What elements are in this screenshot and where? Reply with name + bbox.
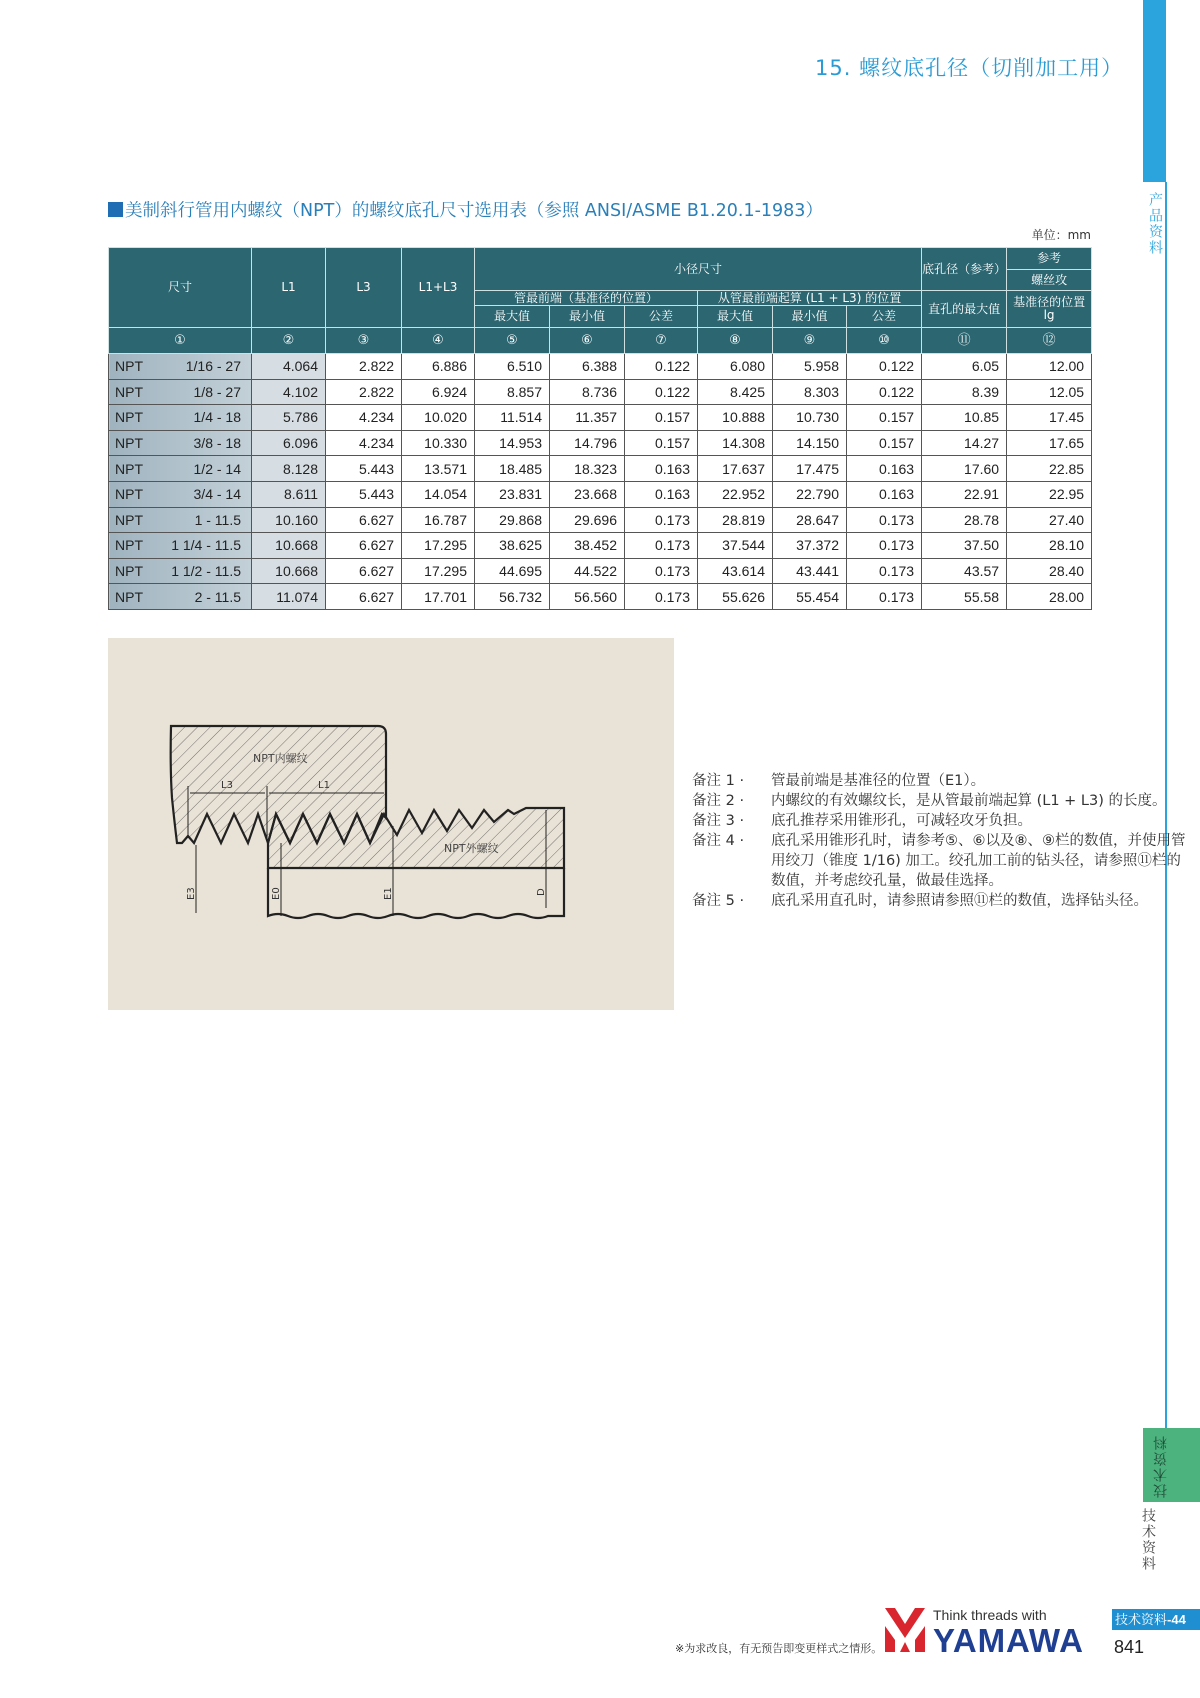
label-e1: E1 (383, 887, 394, 900)
value-cell: 16.787 (402, 507, 475, 533)
value-cell: 43.441 (773, 558, 847, 584)
col-number: ⑤ (475, 328, 550, 354)
value-cell: 14.054 (402, 481, 475, 507)
value-cell: 38.452 (550, 533, 625, 559)
value-cell: 0.157 (847, 405, 922, 431)
section-title-text: 美制斜行管用内螺纹（NPT）的螺纹底孔尺寸选用表（参照 ANSI/ASME B1.20.1-1983） (125, 201, 823, 221)
label-e3: E3 (186, 887, 197, 900)
col-header-min: 最小值 (550, 306, 625, 328)
value-cell: 10.730 (773, 405, 847, 431)
value-cell: 10.668 (252, 533, 326, 559)
side-tab-tech-active[interactable] (1143, 1428, 1200, 1502)
table-row (109, 533, 1092, 559)
note-item (692, 891, 1186, 911)
value-cell: 11.514 (475, 405, 550, 431)
value-cell: 0.173 (847, 533, 922, 559)
page-number: 841 (1114, 1637, 1145, 1657)
value-cell: 6.05 (922, 354, 1007, 380)
size-cell (109, 354, 252, 380)
value-cell: 22.790 (773, 481, 847, 507)
thread-size: 2 - 11.5 (194, 588, 241, 605)
value-cell: 28.647 (773, 507, 847, 533)
col-header-l1: L1 (252, 248, 326, 328)
value-cell: 14.953 (475, 430, 550, 456)
thread-type: NPT (115, 537, 143, 554)
value-cell: 0.173 (847, 558, 922, 584)
value-cell: 8.736 (550, 379, 625, 405)
section-title (108, 197, 823, 222)
size-cell (109, 456, 252, 482)
thread-type: NPT (115, 511, 143, 528)
size-cell (109, 430, 252, 456)
value-cell: 29.696 (550, 507, 625, 533)
value-cell: 29.868 (475, 507, 550, 533)
note-item (692, 831, 1186, 891)
value-cell: 2.822 (326, 379, 402, 405)
col-number: ④ (402, 328, 475, 354)
value-cell: 0.157 (847, 430, 922, 456)
value-cell: 6.096 (252, 430, 326, 456)
col-number: ③ (326, 328, 402, 354)
value-cell: 43.614 (698, 558, 773, 584)
label-l1: L1 (318, 780, 330, 791)
value-cell: 56.560 (550, 584, 625, 610)
value-cell: 44.695 (475, 558, 550, 584)
table-row (109, 430, 1092, 456)
col-number: ⑩ (847, 328, 922, 354)
col-header-ref: 参考 (1007, 248, 1092, 270)
thread-type: NPT (115, 588, 143, 605)
page-title: 15. 螺纹底孔径（切削加工用） (815, 56, 1124, 80)
value-cell: 28.10 (1007, 533, 1092, 559)
note-text: 底孔采用锥形孔时，请参考⑤、⑥以及⑧、⑨栏的数值，并使用管用绞刀（锥度 1/16) 加工。绞孔加工前的钻头径，请参照⑪栏的数值，并考虑绞孔量，做最佳选择。 (771, 833, 1186, 889)
value-cell: 38.625 (475, 533, 550, 559)
side-tab-tech[interactable]: 技术资料 (1140, 1508, 1156, 1572)
thread-type: NPT (115, 563, 143, 580)
value-cell: 4.234 (326, 405, 402, 431)
thread-type: NPT (115, 409, 143, 426)
value-cell: 0.122 (847, 354, 922, 380)
value-cell: 10.85 (922, 405, 1007, 431)
value-cell: 0.122 (625, 379, 698, 405)
table-row (109, 354, 1092, 380)
label-d: D (536, 888, 547, 896)
value-cell: 6.627 (326, 533, 402, 559)
value-cell: 17.295 (402, 533, 475, 559)
size-cell (109, 533, 252, 559)
value-cell: 23.831 (475, 481, 550, 507)
thread-type: NPT (115, 486, 143, 503)
value-cell: 17.701 (402, 584, 475, 610)
note-label: 备注 5 · (692, 893, 745, 909)
yamawa-logo (883, 1606, 1088, 1654)
value-cell: 6.924 (402, 379, 475, 405)
label-internal-thread: NPT内螺纹 (253, 752, 308, 765)
col-header-front: 管最前端（基准径的位置） (475, 291, 698, 306)
col-header-hole: 底孔径（参考） (922, 248, 1007, 291)
value-cell: 5.443 (326, 456, 402, 482)
value-cell: 11.074 (252, 584, 326, 610)
value-cell: 0.173 (625, 533, 698, 559)
value-cell: 17.45 (1007, 405, 1092, 431)
col-header-l3: L3 (326, 248, 402, 328)
value-cell: 17.295 (402, 558, 475, 584)
external-thread-shank (268, 868, 564, 918)
size-cell (109, 379, 252, 405)
note-label: 备注 1 · (692, 773, 745, 789)
value-cell: 4.064 (252, 354, 326, 380)
npt-thread-diagram (108, 638, 674, 1010)
value-cell: 14.308 (698, 430, 773, 456)
col-number: ⑪ (922, 328, 1007, 354)
value-cell: 0.173 (625, 584, 698, 610)
square-bullet-icon (108, 202, 123, 217)
value-cell: 27.40 (1007, 507, 1092, 533)
side-tab-tech-label: 技术资料 (1153, 1434, 1169, 1498)
value-cell: 5.958 (773, 354, 847, 380)
value-cell: 0.122 (625, 354, 698, 380)
label-external-thread: NPT外螺纹 (444, 842, 499, 855)
value-cell: 4.234 (326, 430, 402, 456)
value-cell: 0.163 (625, 481, 698, 507)
thread-size: 1 1/2 - 11.5 (171, 563, 241, 580)
thread-size: 3/4 - 14 (193, 486, 241, 503)
value-cell: 12.00 (1007, 354, 1092, 380)
thread-size: 1/4 - 18 (193, 409, 241, 426)
value-cell: 44.522 (550, 558, 625, 584)
col-number: ⑥ (550, 328, 625, 354)
note-item (692, 811, 1186, 831)
value-cell: 43.57 (922, 558, 1007, 584)
note-text: 管最前端是基准径的位置（E1）。 (771, 773, 986, 789)
col-header-gauge-pos: 基准径的位置 lg (1007, 291, 1092, 328)
col-header-from-front: 从管最前端起算 (L1 + L3) 的位置 (698, 291, 922, 306)
table-row (109, 405, 1092, 431)
value-cell: 11.357 (550, 405, 625, 431)
col-number: ⑫ (1007, 328, 1092, 354)
npt-tap-drill-table (108, 247, 1092, 610)
value-cell: 10.160 (252, 507, 326, 533)
value-cell: 22.952 (698, 481, 773, 507)
note-text: 底孔采用直孔时，请参照请参照⑪栏的数值，选择钻头径。 (771, 893, 1148, 909)
value-cell: 10.668 (252, 558, 326, 584)
value-cell: 14.796 (550, 430, 625, 456)
col-header-tol: 公差 (847, 306, 922, 328)
value-cell: 18.323 (550, 456, 625, 482)
yamawa-mark-icon (885, 1608, 925, 1652)
thread-type: NPT (115, 460, 143, 477)
value-cell: 8.611 (252, 481, 326, 507)
value-cell: 10.330 (402, 430, 475, 456)
value-cell: 17.637 (698, 456, 773, 482)
value-cell: 6.388 (550, 354, 625, 380)
note-item (692, 791, 1186, 811)
value-cell: 22.95 (1007, 481, 1092, 507)
thread-size: 1/16 - 27 (185, 358, 241, 375)
note-label: 备注 3 · (692, 813, 745, 829)
label-e0: E0 (271, 887, 282, 900)
side-bar-accent (1143, 0, 1166, 182)
size-cell (109, 584, 252, 610)
table-row (109, 481, 1092, 507)
table-row (109, 584, 1092, 610)
value-cell: 12.05 (1007, 379, 1092, 405)
col-header-l1l3: L1+L3 (402, 248, 475, 328)
thread-type: NPT (115, 435, 143, 452)
value-cell: 0.163 (625, 456, 698, 482)
value-cell: 14.150 (773, 430, 847, 456)
value-cell: 8.425 (698, 379, 773, 405)
col-header-min: 最小值 (773, 306, 847, 328)
col-header-tol: 公差 (625, 306, 698, 328)
value-cell: 10.020 (402, 405, 475, 431)
size-cell (109, 405, 252, 431)
value-cell: 55.454 (773, 584, 847, 610)
value-cell: 17.65 (1007, 430, 1092, 456)
value-cell: 28.78 (922, 507, 1007, 533)
value-cell: 0.173 (847, 507, 922, 533)
note-text: 内螺纹的有效螺纹长，是从管最前端起算 (L1 + L3) 的长度。 (771, 793, 1167, 809)
thread-size: 1/8 - 27 (193, 383, 241, 400)
value-cell: 6.627 (326, 507, 402, 533)
value-cell: 6.510 (475, 354, 550, 380)
note-item (692, 771, 1186, 791)
thread-diagram-svg (108, 638, 674, 1010)
col-number: ① (109, 328, 252, 354)
size-cell (109, 507, 252, 533)
yamawa-logo-svg (883, 1606, 1088, 1654)
size-cell (109, 481, 252, 507)
value-cell: 6.886 (402, 354, 475, 380)
value-cell: 37.544 (698, 533, 773, 559)
value-cell: 8.857 (475, 379, 550, 405)
table-row (109, 558, 1092, 584)
table-row (109, 379, 1092, 405)
thread-size: 1/2 - 14 (193, 460, 241, 477)
note-label: 备注 2 · (692, 793, 745, 809)
value-cell: 0.157 (625, 430, 698, 456)
value-cell: 0.173 (625, 558, 698, 584)
logo-brand: YAMAWA (933, 1622, 1083, 1654)
value-cell: 22.91 (922, 481, 1007, 507)
value-cell: 37.50 (922, 533, 1007, 559)
disclaimer: ※为求改良，有无预告即变更样式之情形。 (675, 1642, 883, 1655)
note-label: 备注 4 · (692, 833, 745, 849)
col-header-minor: 小径尺寸 (475, 248, 922, 291)
value-cell: 28.00 (1007, 584, 1092, 610)
value-cell: 56.732 (475, 584, 550, 610)
table-row (109, 507, 1092, 533)
value-cell: 8.39 (922, 379, 1007, 405)
value-cell: 5.786 (252, 405, 326, 431)
side-tab-product[interactable]: 产品资料 (1147, 192, 1163, 256)
thread-type: NPT (115, 383, 143, 400)
value-cell: 2.822 (326, 354, 402, 380)
value-cell: 6.627 (326, 584, 402, 610)
logo-tagline: Think threads with (933, 1607, 1047, 1623)
section-tag (1112, 1609, 1200, 1630)
note-text: 底孔推荐采用锥形孔，可减轻攻牙负担。 (771, 813, 1032, 829)
value-cell: 17.60 (922, 456, 1007, 482)
value-cell: 10.888 (698, 405, 773, 431)
value-cell: 55.58 (922, 584, 1007, 610)
thread-size: 1 1/4 - 11.5 (171, 537, 241, 554)
value-cell: 22.85 (1007, 456, 1092, 482)
notes-list (692, 771, 1186, 911)
tag-number: -44 (1167, 1612, 1186, 1627)
col-header-max: 最大值 (698, 306, 773, 328)
value-cell: 0.163 (847, 456, 922, 482)
col-header-straight-max: 直孔的最大值 (922, 291, 1007, 328)
col-number: ⑨ (773, 328, 847, 354)
col-number: ⑦ (625, 328, 698, 354)
value-cell: 55.626 (698, 584, 773, 610)
col-number: ⑧ (698, 328, 773, 354)
col-header-tap: 螺丝攻 (1007, 270, 1092, 291)
thread-size: 3/8 - 18 (193, 435, 241, 452)
value-cell: 4.102 (252, 379, 326, 405)
value-cell: 28.40 (1007, 558, 1092, 584)
thread-size: 1 - 11.5 (194, 511, 241, 528)
value-cell: 0.173 (625, 507, 698, 533)
value-cell: 18.485 (475, 456, 550, 482)
col-number: ② (252, 328, 326, 354)
value-cell: 17.475 (773, 456, 847, 482)
value-cell: 6.080 (698, 354, 773, 380)
value-cell: 14.27 (922, 430, 1007, 456)
col-header-max: 最大值 (475, 306, 550, 328)
thread-type: NPT (115, 358, 143, 375)
value-cell: 8.303 (773, 379, 847, 405)
value-cell: 0.157 (625, 405, 698, 431)
value-cell: 0.122 (847, 379, 922, 405)
col-header-size: 尺寸 (109, 248, 252, 328)
value-cell: 8.128 (252, 456, 326, 482)
unit-label: 单位：mm (1031, 228, 1091, 242)
tag-prefix: 技术资料 (1115, 1613, 1168, 1628)
value-cell: 6.627 (326, 558, 402, 584)
value-cell: 23.668 (550, 481, 625, 507)
table-row (109, 456, 1092, 482)
value-cell: 13.571 (402, 456, 475, 482)
label-l3: L3 (221, 780, 233, 791)
value-cell: 0.173 (847, 584, 922, 610)
value-cell: 5.443 (326, 481, 402, 507)
value-cell: 37.372 (773, 533, 847, 559)
value-cell: 28.819 (698, 507, 773, 533)
size-cell (109, 558, 252, 584)
value-cell: 0.163 (847, 481, 922, 507)
